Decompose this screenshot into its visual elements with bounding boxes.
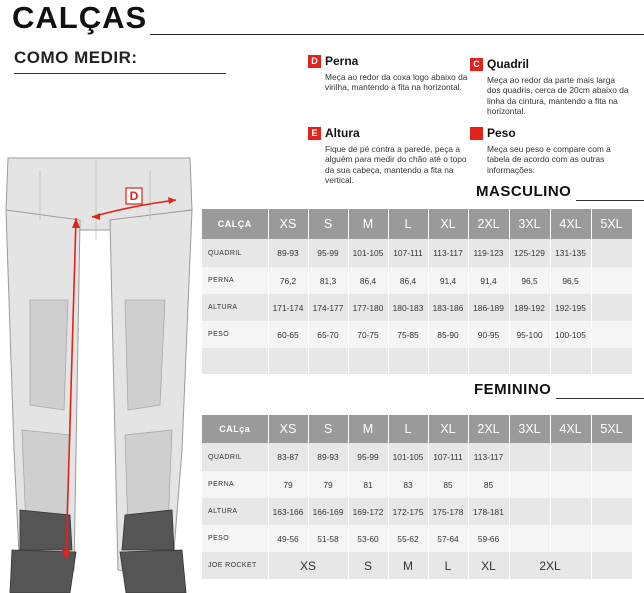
size-header: 5XL <box>591 209 632 239</box>
size-header: 3XL <box>509 415 550 443</box>
table-cell <box>388 348 428 374</box>
table-cell: 189-192 <box>509 294 550 321</box>
table-cell <box>509 443 550 471</box>
table-cell <box>509 471 550 498</box>
size-header: 4XL <box>550 415 591 443</box>
table-cell: 90-95 <box>468 321 509 348</box>
table-cell <box>591 294 632 321</box>
table-row <box>202 239 632 267</box>
size-header: XS <box>268 209 308 239</box>
size-header: 2XL <box>468 209 509 239</box>
table-cell: 91,4 <box>428 267 468 294</box>
table-cell: 177-180 <box>348 294 388 321</box>
table-cell: 174-177 <box>308 294 348 321</box>
table-cell: 180-183 <box>388 294 428 321</box>
table-cell: XL <box>468 552 509 579</box>
masculino-size-table <box>202 209 633 374</box>
masculino-divider <box>576 200 644 201</box>
table-cell: 163-166 <box>268 498 308 525</box>
table-cell: 91,4 <box>468 267 509 294</box>
letter-badge <box>470 127 483 140</box>
table-cell: 89-93 <box>268 239 308 267</box>
table-cell: 96,5 <box>509 267 550 294</box>
table-cell: 113-117 <box>428 239 468 267</box>
row-label: ALTURA <box>202 294 268 321</box>
table-cell: 81 <box>348 471 388 498</box>
table-cell <box>591 552 632 579</box>
table-cell <box>268 348 308 374</box>
table-cell <box>550 471 591 498</box>
row-label <box>202 348 268 374</box>
table-cell <box>550 443 591 471</box>
masculino-heading: MASCULINO <box>476 183 572 200</box>
table-row <box>202 525 632 552</box>
table-cell: 86,4 <box>348 267 388 294</box>
header-label: CALça <box>202 415 268 443</box>
table-cell: 85 <box>428 471 468 498</box>
table-cell: 49-56 <box>268 525 308 552</box>
size-header: 4XL <box>550 209 591 239</box>
instruction-name: Peso <box>487 126 516 140</box>
table-cell: 183-186 <box>428 294 468 321</box>
table-cell: 100-105 <box>550 321 591 348</box>
table-cell: 107-111 <box>388 239 428 267</box>
table-row <box>202 321 632 348</box>
table-cell: 79 <box>308 471 348 498</box>
size-header: L <box>388 415 428 443</box>
table-cell: 81,3 <box>308 267 348 294</box>
row-label: PERNA <box>202 267 268 294</box>
instruction-quadril <box>470 57 630 117</box>
feminino-divider <box>556 398 644 399</box>
table-cell: 131-135 <box>550 239 591 267</box>
subtitle-divider <box>14 73 226 74</box>
table-cell: 86,4 <box>388 267 428 294</box>
table-cell <box>348 348 388 374</box>
table-cell <box>591 471 632 498</box>
table-cell <box>550 525 591 552</box>
instruction-text: Meça ao redor da coxa logo abaixo da virilha, mantendo a fita na horizontal. <box>325 72 468 93</box>
table-cell: 166-169 <box>308 498 348 525</box>
table-cell: 96,5 <box>550 267 591 294</box>
row-label: QUADRIL <box>202 443 268 471</box>
table-cell <box>591 443 632 471</box>
instruction-text: Meça ao redor da parte mais larga dos quadris, cerca de 20cm abaixo da linha da cintura, mantendo a fita na horizontal. <box>487 75 629 117</box>
table-cell <box>591 525 632 552</box>
table-cell <box>468 348 509 374</box>
row-label: PESO <box>202 321 268 348</box>
feminino-size-table <box>202 415 633 579</box>
table-cell: 57-64 <box>428 525 468 552</box>
figure-d-label: D <box>129 189 139 203</box>
table-cell: 70-75 <box>348 321 388 348</box>
table-cell: M <box>388 552 428 579</box>
page-title: CALÇAS <box>12 0 148 35</box>
pants-figure <box>0 150 200 593</box>
table-cell <box>428 348 468 374</box>
table-cell <box>509 525 550 552</box>
table-cell: L <box>428 552 468 579</box>
table-cell: 113-117 <box>468 443 509 471</box>
table-cell: 79 <box>268 471 308 498</box>
header-label: CALÇA <box>202 209 268 239</box>
table-header-row <box>202 415 632 443</box>
size-header: 3XL <box>509 209 550 239</box>
table-cell: 2XL <box>509 552 591 579</box>
letter-badge: E <box>308 127 321 140</box>
table-cell: 101-105 <box>388 443 428 471</box>
table-cell: 95-99 <box>348 443 388 471</box>
instruction-name: Quadril <box>487 57 530 71</box>
table-cell <box>509 348 550 374</box>
table-cell: 178-181 <box>468 498 509 525</box>
joe-rocket-row <box>202 552 632 579</box>
size-header: M <box>348 415 388 443</box>
table-cell <box>591 348 632 374</box>
instruction-text: Meça seu peso e compare com a tabela de acordo com as outras informações. <box>487 144 611 175</box>
table-cell: 107-111 <box>428 443 468 471</box>
size-header: 5XL <box>591 415 632 443</box>
table-row <box>202 471 632 498</box>
table-cell: 76,2 <box>268 267 308 294</box>
table-cell: 186-189 <box>468 294 509 321</box>
table-row <box>202 267 632 294</box>
size-header: 2XL <box>468 415 509 443</box>
table-cell <box>591 267 632 294</box>
instruction-name: Perna <box>325 54 359 68</box>
table-cell <box>550 498 591 525</box>
table-cell: 85 <box>468 471 509 498</box>
row-label: PERNA <box>202 471 268 498</box>
row-label: PESO <box>202 525 268 552</box>
instruction-name: Altura <box>325 126 360 140</box>
row-label: ALTURA <box>202 498 268 525</box>
size-header: M <box>348 209 388 239</box>
table-cell: 125-129 <box>509 239 550 267</box>
letter-badge: D <box>308 55 321 68</box>
table-cell: 192-195 <box>550 294 591 321</box>
size-header: XS <box>268 415 308 443</box>
table-cell: 119-123 <box>468 239 509 267</box>
table-cell <box>550 348 591 374</box>
table-cell: 175-178 <box>428 498 468 525</box>
table-cell <box>591 321 632 348</box>
table-cell <box>308 348 348 374</box>
table-cell: 53-60 <box>348 525 388 552</box>
table-row <box>202 294 632 321</box>
table-cell <box>591 239 632 267</box>
table-cell: S <box>348 552 388 579</box>
table-cell: 101-105 <box>348 239 388 267</box>
table-cell: 83 <box>388 471 428 498</box>
table-cell: 55-62 <box>388 525 428 552</box>
table-cell: 75-85 <box>388 321 428 348</box>
size-header: S <box>308 415 348 443</box>
table-header-row <box>202 209 632 239</box>
table-cell <box>509 498 550 525</box>
table-cell: 65-70 <box>308 321 348 348</box>
table-cell: 95-100 <box>509 321 550 348</box>
feminino-heading: FEMININO <box>474 381 552 398</box>
table-cell: 89-93 <box>308 443 348 471</box>
instruction-text: Fique de pé contra a parede, peça a alguém para medir do chão até o topo da sua cabeça, mantendo a fita na vertical. <box>325 144 467 186</box>
table-cell: 172-175 <box>388 498 428 525</box>
row-label: JOE ROCKET <box>202 552 268 579</box>
table-cell: 171-174 <box>268 294 308 321</box>
table-cell <box>591 498 632 525</box>
table-cell: 60-65 <box>268 321 308 348</box>
title-divider <box>150 34 644 35</box>
table-cell: 95-99 <box>308 239 348 267</box>
row-label: QUADRIL <box>202 239 268 267</box>
table-cell: 85-90 <box>428 321 468 348</box>
table-cell: 169-172 <box>348 498 388 525</box>
instruction-perna <box>308 54 468 93</box>
table-cell: XS <box>268 552 348 579</box>
instruction-peso <box>470 126 630 175</box>
how-to-measure-heading: COMO MEDIR: <box>14 48 138 67</box>
table-cell: 83-87 <box>268 443 308 471</box>
size-header: XL <box>428 209 468 239</box>
letter-badge: C <box>470 58 483 71</box>
size-header: L <box>388 209 428 239</box>
table-row <box>202 348 632 374</box>
table-cell: 51-58 <box>308 525 348 552</box>
table-cell: 59-66 <box>468 525 509 552</box>
size-header: S <box>308 209 348 239</box>
size-header: XL <box>428 415 468 443</box>
table-row <box>202 498 632 525</box>
table-row <box>202 443 632 471</box>
instruction-altura <box>308 126 468 186</box>
